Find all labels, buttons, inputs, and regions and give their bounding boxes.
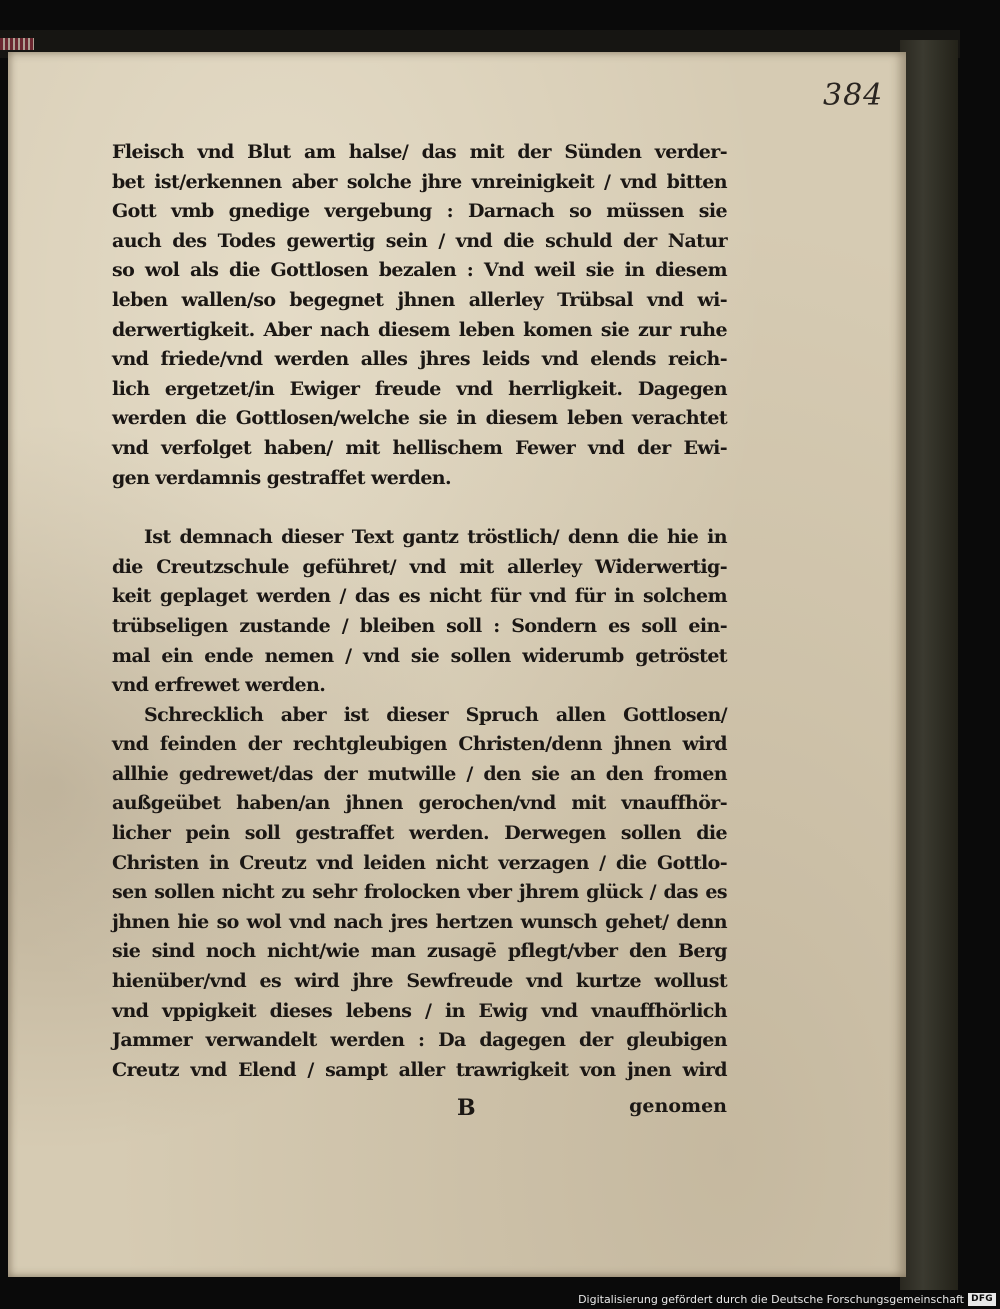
folio-number: 384 — [823, 78, 884, 113]
catchword: genomen — [629, 1095, 727, 1117]
text-line: Christen in Creutz vnd leiden nicht verzagen / die Gottlo- — [112, 851, 727, 874]
text-line: vnd friede/vnd werden alles jhres leids vnd elends reich- — [112, 348, 727, 371]
text-line: vnd feinden der rechtgleubigen Christen/denn jhnen wird — [112, 733, 727, 756]
text-line: so wol als die Gottlosen bezalen : Vnd weil sie in diesem — [112, 259, 727, 282]
book-board-right — [900, 40, 958, 1290]
text-line: Fleisch vnd Blut am halse/ das mit der Sünden verder- — [112, 141, 727, 163]
text-line: außgeübet haben/an jhnen gerochen/vnd mit vnauffhör- — [112, 792, 727, 815]
text-line: hienüber/vnd es wird jhre Sewfreude vnd kurtze wollust — [112, 970, 727, 993]
text-line: trübseligen zustande / bleiben soll : Sondern es soll ein- — [112, 614, 727, 637]
text-line: derwertigkeit. Aber nach diesem leben komen sie zur ruhe — [112, 318, 727, 341]
paragraph-gap — [112, 493, 727, 523]
text-line: jhnen hie so wol vnd nach jres hertzen wunsch gehet/ denn — [112, 910, 727, 933]
text-line: die Creutzschule geführet/ vnd mit allerley Widerwertig- — [112, 555, 727, 578]
text-line: auch des Todes gewertig sein / vnd die schuld der Natur — [112, 229, 727, 252]
funding-credit: Digitalisierung gefördert durch die Deutsche Forschungsgemeinschaft — [578, 1293, 964, 1306]
text-line: vnd erfrewet werden. — [112, 674, 326, 697]
text-line: vnd verfolget haben/ mit hellischem Fewer vnd der Ewi- — [112, 436, 727, 459]
bookmark-ribbon — [0, 38, 34, 50]
dfg-logo: DFG — [968, 1293, 996, 1306]
text-line: leben wallen/so begegnet jhnen allerley Trübsal vnd wi- — [112, 288, 727, 311]
text-line: keit geplaget werden / das es nicht für vnd für in solchem — [112, 585, 727, 608]
signature-mark: B — [457, 1095, 476, 1121]
page-text — [112, 138, 727, 1085]
text-line: Ist demnach dieser Text gantz tröstlich/ denn die hie in — [144, 526, 727, 549]
text-line: licher pein soll gestraffet werden. Derwegen sollen die — [112, 822, 727, 845]
text-line: bet ist/erkennen aber solche jhre vnreinigkeit / vnd bitten — [112, 170, 727, 193]
text-line: Jammer verwandelt werden : Da dagegen der gleubigen — [112, 1029, 727, 1052]
text-line: mal ein ende nemen / vnd sie sollen widerumb getröstet — [112, 644, 727, 667]
text-line: vnd vppigkeit dieses lebens / in Ewig vnd vnauffhörlich — [112, 999, 727, 1022]
text-line: werden die Gottlosen/welche sie in diesem leben verachtet — [112, 407, 727, 430]
text-line: lich ergetzet/in Ewiger freude vnd herrligkeit. Dagegen — [112, 377, 727, 400]
text-line: gen verdamnis gestraffet werden. — [112, 466, 452, 489]
text-line: Gott vmb gnedige vergebung : Darnach so müssen sie — [112, 200, 727, 223]
text-line: Creutz vnd Elend / sampt aller trawrigkeit von jnen wird — [112, 1058, 727, 1081]
text-line: Schrecklich aber ist dieser Spruch allen Gottlosen/ — [144, 703, 727, 726]
text-line: allhie gedrewet/das der mutwille / den sie an den fromen — [112, 762, 727, 785]
page-footer — [112, 1095, 727, 1127]
text-line: sie sind noch nicht/wie man zusagē pflegt/vber den Berg — [112, 940, 727, 963]
text-line: sen sollen nicht zu sehr frolocken vber jhrem glück / das es — [112, 881, 727, 904]
